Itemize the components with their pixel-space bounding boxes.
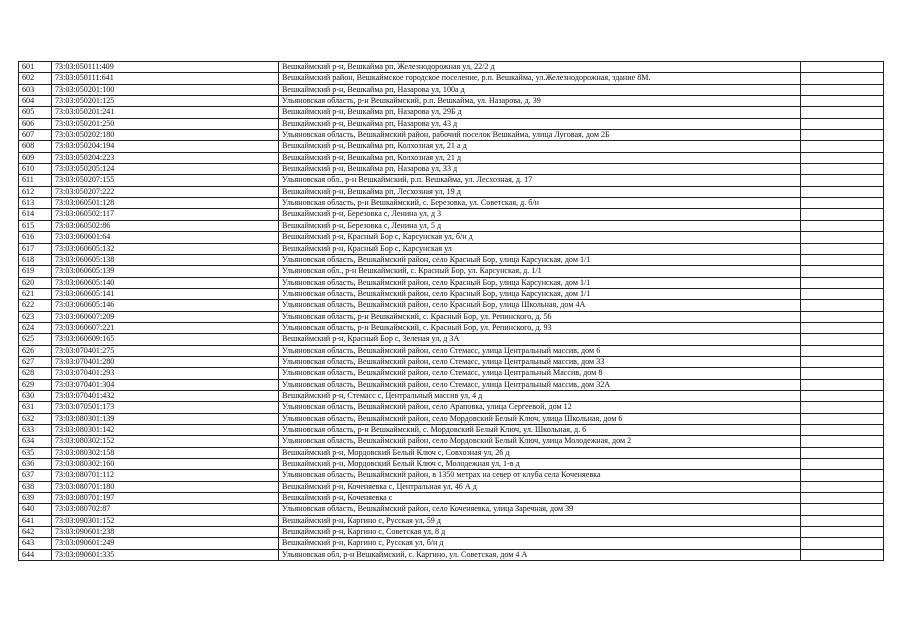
cadastral-number-cell: 73:03:060501:128 [52,198,279,209]
empty-cell [801,84,884,95]
address-cell: Вешкаймский р-н, Красный Бор с, Карсунская ул [279,243,801,254]
address-cell: Ульяновская область, р-н Вешкаймский, р.п. Вешкайма, ул. Назарова, д. 39 [279,96,801,107]
address-cell: Ульяновская область, Вешкаймский район, село Стемасс, улица Центральный массив, дом 6 [279,345,801,356]
empty-cell [801,164,884,175]
table-row [19,243,884,254]
table-row [19,493,884,504]
empty-cell [801,425,884,436]
table-row [19,164,884,175]
address-cell: Ульяновская область, р-н Вешкаймский, с. Мордовский Белый Ключ, ул. Школьная, д. 6 [279,425,801,436]
address-cell: Ульяновская область, Вешкаймский район, село Мордовский Белый Ключ, улица Школьная, дом 6 [279,413,801,424]
empty-cell [801,62,884,73]
cadastral-number-cell: 73:03:050204:223 [52,152,279,163]
row-number-cell: 624 [19,322,52,333]
empty-cell [801,447,884,458]
empty-cell [801,481,884,492]
address-cell: Ульяновская область, р-н Вешкаймский, с. Красный Бор, ул. Репинского, д. 56 [279,311,801,322]
table-row [19,198,884,209]
empty-cell [801,277,884,288]
row-number-cell: 628 [19,368,52,379]
address-cell: Вешкаймский р-н, Вешкайма рп, Назарова ул, 33 д [279,164,801,175]
row-number-cell: 631 [19,402,52,413]
cadastral-number-cell: 73:03:050207:155 [52,175,279,186]
cadastral-number-cell: 73:03:060601:64 [52,232,279,243]
table-row [19,470,884,481]
address-cell: Вешкаймский р-н, Коченяевка с, Центральная ул, 46 А д [279,481,801,492]
cadastral-number-cell: 73:03:060502:86 [52,220,279,231]
cadastral-number-cell: 73:03:050202:180 [52,130,279,141]
row-number-cell: 604 [19,96,52,107]
row-number-cell: 634 [19,436,52,447]
empty-cell [801,107,884,118]
cadastral-number-cell: 73:03:060605:140 [52,277,279,288]
cadastral-number-cell: 73:03:060607:209 [52,311,279,322]
table-row [19,549,884,560]
cadastral-number-cell: 73:03:070401:432 [52,390,279,401]
table-row [19,96,884,107]
empty-cell [801,402,884,413]
cadastral-number-cell: 73:03:080702:87 [52,504,279,515]
row-number-cell: 619 [19,266,52,277]
empty-cell [801,220,884,231]
address-cell: Вешкаймский р-н, Березовка с, Ленина ул, 5 д [279,220,801,231]
row-number-cell: 618 [19,254,52,265]
row-number-cell: 638 [19,481,52,492]
cadastral-number-cell: 73:03:090601:238 [52,527,279,538]
address-cell: Ульяновская область, Вешкаймский район, село Красный Бор, улица Карсунская, дом 1/1 [279,288,801,299]
row-number-cell: 622 [19,300,52,311]
table-row [19,515,884,526]
row-number-cell: 630 [19,390,52,401]
empty-cell [801,390,884,401]
empty-cell [801,527,884,538]
table-row [19,345,884,356]
row-number-cell: 608 [19,141,52,152]
row-number-cell: 627 [19,356,52,367]
table-row [19,447,884,458]
cadastral-number-cell: 73:03:050205:124 [52,164,279,175]
table-row [19,73,884,84]
cadastral-number-cell: 73:03:080301:139 [52,413,279,424]
cadastral-number-cell: 73:03:090601:249 [52,538,279,549]
row-number-cell: 640 [19,504,52,515]
table-row [19,266,884,277]
cadastral-number-cell: 73:03:080302:152 [52,436,279,447]
table-row [19,186,884,197]
row-number-cell: 615 [19,220,52,231]
table-row [19,300,884,311]
cadastral-number-cell: 73:03:070401:275 [52,345,279,356]
document-page [18,61,884,561]
cadastral-number-cell: 73:03:060609:165 [52,334,279,345]
empty-cell [801,288,884,299]
cadastral-number-cell: 73:03:050201:100 [52,84,279,95]
row-number-cell: 621 [19,288,52,299]
empty-cell [801,152,884,163]
empty-cell [801,515,884,526]
table-row [19,379,884,390]
empty-cell [801,96,884,107]
table-row [19,481,884,492]
empty-cell [801,504,884,515]
address-cell: Ульяновская область, Вешкаймский район, в 1350 метрах на север от клуба села Коченяевка [279,470,801,481]
address-cell: Вешкаймский р-н, Красный Бор с, Карсунская ул, б/н д [279,232,801,243]
empty-cell [801,175,884,186]
empty-cell [801,254,884,265]
cadastral-number-cell: 73:03:050204:194 [52,141,279,152]
address-cell: Ульяновская область, Вешкаймский район, село Красный Бор, улица Карсунская, дом 1/1 [279,254,801,265]
cadastral-number-cell: 73:03:080701:112 [52,470,279,481]
row-number-cell: 609 [19,152,52,163]
row-number-cell: 637 [19,470,52,481]
empty-cell [801,243,884,254]
empty-cell [801,232,884,243]
address-cell: Ульяновская обл, р-н Вешкаймский, с. Каргино, ул. Советская, дом 4 А [279,549,801,560]
empty-cell [801,322,884,333]
table-row [19,141,884,152]
table-row [19,254,884,265]
table-row [19,425,884,436]
row-number-cell: 606 [19,118,52,129]
empty-cell [801,549,884,560]
cadastral-number-cell: 73:03:060605:146 [52,300,279,311]
cadastral-number-cell: 73:03:080701:197 [52,493,279,504]
row-number-cell: 611 [19,175,52,186]
cadastral-number-cell: 73:03:060605:138 [52,254,279,265]
address-cell: Вешкаймский р-н, Каргино с, Русская ул, 59 д [279,515,801,526]
row-number-cell: 605 [19,107,52,118]
address-cell: Вешкаймский р-н, Каргино с, Советская ул, 8 д [279,527,801,538]
cadastral-number-cell: 73:03:090301:152 [52,515,279,526]
table-row [19,209,884,220]
address-cell: Вешкаймский р-н, Коченяевка с [279,493,801,504]
address-cell: Ульяновская обл., р-н Вешкаймский, с. Красный Бор, ул. Карсунская, д. 1/1 [279,266,801,277]
row-number-cell: 612 [19,186,52,197]
empty-cell [801,266,884,277]
cadastral-number-cell: 73:03:080701:180 [52,481,279,492]
row-number-cell: 642 [19,527,52,538]
row-number-cell: 623 [19,311,52,322]
table-row [19,277,884,288]
cadastral-number-cell: 73:03:080301:142 [52,425,279,436]
row-number-cell: 643 [19,538,52,549]
table-row [19,220,884,231]
row-number-cell: 635 [19,447,52,458]
row-number-cell: 601 [19,62,52,73]
table-row [19,356,884,367]
empty-cell [801,368,884,379]
empty-cell [801,334,884,345]
cadastral-number-cell: 73:03:080302:160 [52,459,279,470]
empty-cell [801,493,884,504]
table-row [19,538,884,549]
empty-cell [801,186,884,197]
address-cell: Ульяновская область, Вешкаймский район, село Красный Бор, улица Школьная, дом 4А [279,300,801,311]
row-number-cell: 625 [19,334,52,345]
cadastral-number-cell: 73:03:050207:222 [52,186,279,197]
table-row [19,390,884,401]
cadastral-number-cell: 73:03:050201:250 [52,118,279,129]
table-row [19,459,884,470]
address-cell: Ульяновская область, р-н Вешкаймский, с. Березовка, ул. Советская, д. б/н [279,198,801,209]
address-cell: Вешкаймский р-н, Вешкайма рп, Колхозная ул, 21 д [279,152,801,163]
address-cell: Ульяновская область, Вешкаймский район, село Коченяевка, улица Заречная, дом 39 [279,504,801,515]
address-cell: Вешкаймский р-н, Стемасс с, Центральный массив ул, 4 д [279,390,801,401]
empty-cell [801,300,884,311]
row-number-cell: 639 [19,493,52,504]
table-row [19,84,884,95]
row-number-cell: 614 [19,209,52,220]
property-register-table [18,61,884,561]
row-number-cell: 607 [19,130,52,141]
row-number-cell: 616 [19,232,52,243]
row-number-cell: 633 [19,425,52,436]
address-cell: Вешкаймский р-н, Вешкайма рп, Колхозная ул, 21 а д [279,141,801,152]
table-row [19,118,884,129]
address-cell: Вешкаймский р-н, Березовка с, Ленина ул, д 3 [279,209,801,220]
empty-cell [801,470,884,481]
table-row [19,436,884,447]
cadastral-number-cell: 73:03:080302:158 [52,447,279,458]
empty-cell [801,356,884,367]
empty-cell [801,345,884,356]
table-row [19,334,884,345]
table-row [19,130,884,141]
address-cell: Ульяновская область, Вешкаймский район, село Стемасс, улица Центральный массив, дом 33 [279,356,801,367]
cadastral-number-cell: 73:03:070401:280 [52,356,279,367]
table-row [19,175,884,186]
empty-cell [801,436,884,447]
address-cell: Вешкаймский р-н, Вешкайма рп, Назарова ул, 29Б д [279,107,801,118]
empty-cell [801,118,884,129]
table-row [19,232,884,243]
row-number-cell: 632 [19,413,52,424]
row-number-cell: 602 [19,73,52,84]
cadastral-number-cell: 73:03:070401:304 [52,379,279,390]
table-row [19,527,884,538]
table-row [19,504,884,515]
table-row [19,152,884,163]
address-cell: Вешкаймский р-н, Красный Бор с, Зеленая ул, д 3А [279,334,801,345]
cadastral-number-cell: 73:03:050111:641 [52,73,279,84]
address-cell: Ульяновская область, Вешкаймский район, село Красный Бор, улица Карсунская, дом 1/1 [279,277,801,288]
row-number-cell: 617 [19,243,52,254]
address-cell: Ульяновская область, р-н Вешкаймский, с. Красный Бор, ул. Репинского, д. 93 [279,322,801,333]
address-cell: Вешкаймский р-н, Вешкайма рп, Железнодорожная ул, 22/2 д [279,62,801,73]
address-cell: Вешкаймский р-н, Мордовский Белый Ключ с, Совхозная ул, 26 д [279,447,801,458]
empty-cell [801,413,884,424]
table-row [19,322,884,333]
empty-cell [801,209,884,220]
address-cell: Вешкаймский р-н, Вешкайма рп, Назарова ул, 100а д [279,84,801,95]
empty-cell [801,130,884,141]
address-cell: Ульяновская область, Вешкаймский район, село Араповка, улица Сергеевой, дом 12 [279,402,801,413]
empty-cell [801,459,884,470]
row-number-cell: 610 [19,164,52,175]
empty-cell [801,198,884,209]
empty-cell [801,379,884,390]
empty-cell [801,141,884,152]
address-cell: Вешкаймский р-н, Каргино с, Русская ул, б/н д [279,538,801,549]
address-cell: Вешкаймский район, Вешкаймское городское поселение, р.п. Вешкайма, ул.Железнодорожная, здание 8М. [279,73,801,84]
empty-cell [801,73,884,84]
cadastral-number-cell: 73:03:050201:125 [52,96,279,107]
table-body [19,62,884,561]
table-row [19,107,884,118]
cadastral-number-cell: 73:03:060607:221 [52,322,279,333]
cadastral-number-cell: 73:03:070501:173 [52,402,279,413]
cadastral-number-cell: 73:03:060605:132 [52,243,279,254]
table-row [19,62,884,73]
row-number-cell: 636 [19,459,52,470]
row-number-cell: 626 [19,345,52,356]
row-number-cell: 603 [19,84,52,95]
address-cell: Вешкаймский р-н, Вешкайма рп, Лесхозная ул, 19 д [279,186,801,197]
table-row [19,402,884,413]
address-cell: Ульяновская область, Вешкаймский район, рабочий поселок Вешкайма, улица Луговая, дом 2Б [279,130,801,141]
row-number-cell: 641 [19,515,52,526]
address-cell: Вешкаймский р-н, Вешкайма рп, Назарова ул, 43 д [279,118,801,129]
table-row [19,311,884,322]
row-number-cell: 613 [19,198,52,209]
cadastral-number-cell: 73:03:070401:293 [52,368,279,379]
cadastral-number-cell: 73:03:050111:409 [52,62,279,73]
cadastral-number-cell: 73:03:060502:117 [52,209,279,220]
address-cell: Ульяновская область, Вешкаймский район, село Стемасс, улица Центральный массив, дом 32А [279,379,801,390]
address-cell: Ульяновская область, Вешкаймский район, село Стемасс, улица Центральный Массив, дом 8 [279,368,801,379]
table-row [19,368,884,379]
table-row [19,288,884,299]
empty-cell [801,538,884,549]
empty-cell [801,311,884,322]
cadastral-number-cell: 73:03:090601:335 [52,549,279,560]
row-number-cell: 644 [19,549,52,560]
address-cell: Вешкаймский р-н, Мордовский Белый Ключ с, Молодежная ул, 1-в д [279,459,801,470]
table-row [19,413,884,424]
address-cell: Ульяновская обл., р-н Вешкаймский, р.п. Вешкайма, ул. Лесхозная, д. 17 [279,175,801,186]
cadastral-number-cell: 73:03:060605:139 [52,266,279,277]
address-cell: Ульяновская область, Вешкаймский район, село Мордовский Белый Ключ, улица Молодежная, дом 2 [279,436,801,447]
row-number-cell: 620 [19,277,52,288]
row-number-cell: 629 [19,379,52,390]
cadastral-number-cell: 73:03:060605:141 [52,288,279,299]
cadastral-number-cell: 73:03:050201:241 [52,107,279,118]
